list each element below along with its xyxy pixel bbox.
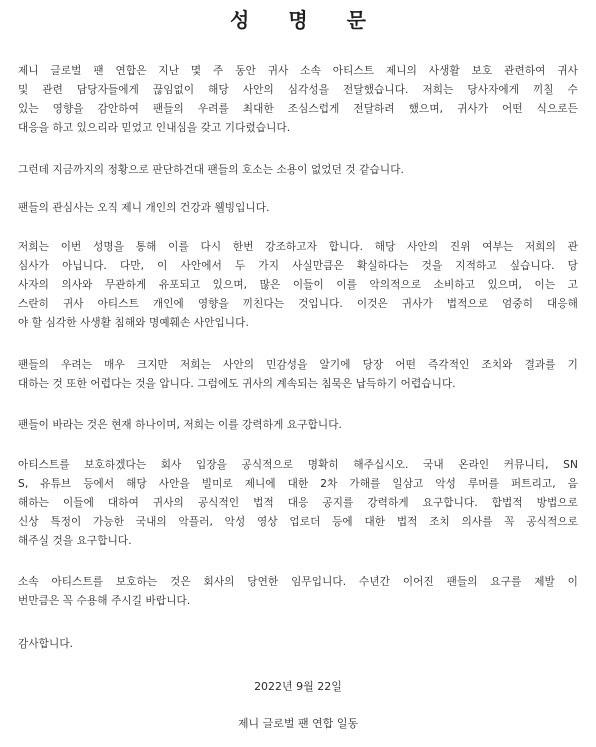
paragraph-8 xyxy=(18,573,578,611)
paragraph-7 xyxy=(18,456,578,551)
paragraph-line: 및 관련 담당자들에게 끊임없이 해당 사안의 심각성을 전달했습니다. 저희는 당사자에게 끼칠 수 xyxy=(18,84,578,96)
paragraph-line: 대응을 하고 있으리라 믿었고 인내심을 갖고 기다렸습니다. xyxy=(18,122,291,134)
paragraph-line: 제니 글로벌 팬 연합은 지난 몇 주 동안 귀사 소속 아티스트 제니의 사생활 보호 관련하여 귀사 xyxy=(18,65,578,77)
paragraph-line: 팬들의 관심사는 오직 제니 개인의 건강과 웰빙입니다. xyxy=(18,202,270,214)
paragraph-line: 사자의 의사와 무관하게 유포되고 있으며, 많은 이들이 이를 악의적으로 소비하고 있으며, 이는 고 xyxy=(18,279,578,291)
paragraph-line: 아티스트를 보호하겠다는 회사 입장을 공식적으로 명확히 해주십시오. 국내 온라인 커뮤니티, SN xyxy=(18,459,578,471)
paragraph-line: 야 할 심각한 사생활 침해와 명예훼손 사안입니다. xyxy=(18,317,249,329)
paragraph-2 xyxy=(18,161,578,180)
paragraph-1 xyxy=(18,62,578,138)
closing-remark: 감사합니다. xyxy=(18,638,74,650)
paragraph-line: 해하는 이들에 대하여 귀사의 공식적인 법적 대응 공지를 강력하게 요구합니다. 합법적 방법으로 xyxy=(18,497,578,509)
paragraph-line: 팬들의 우려는 매우 크지만 저희는 사안의 민감성을 알기에 당장 어떤 즉각적인 조치와 결과를 기 xyxy=(18,359,578,371)
document-signature: 제니 글로벌 팬 연합 일동 xyxy=(237,717,359,730)
paragraph-4 xyxy=(18,238,578,333)
paragraph-line: 심사가 아닙니다. 다만, 이 사안에서 두 가지 사실만큼은 확실하다는 것을 지적하고 싶습니다. 당 xyxy=(18,260,578,272)
paragraph-5 xyxy=(18,356,578,394)
paragraph-9 xyxy=(18,635,578,654)
document-title: 성 명 문 xyxy=(230,8,382,32)
paragraph-line: 대하는 것 또한 어렵다는 것을 압니다. 그럼에도 귀사의 계속되는 침묵은 납득하기 어렵습니다. xyxy=(18,378,456,390)
paragraph-line: 그런데 지금까지의 정황으로 판단하건대 팬들의 호소는 소용이 없었던 것 같습니다. xyxy=(18,164,405,176)
paragraph-line: 소속 아티스트를 보호하는 것은 회사의 당연한 임무입니다. 수년간 이어진 팬들의 요구를 제발 이 xyxy=(18,576,578,588)
paragraph-6 xyxy=(18,416,578,435)
paragraph-line: 해주실 것을 요구합니다. xyxy=(18,535,132,547)
paragraph-line: 신상 특정이 가능한 국내의 악플러, 악성 영상 업로더 등에 대한 법적 조치 의사를 꼭 공식적으로 xyxy=(18,516,578,528)
paragraph-line: 스란히 귀사 아티스트 개인에 영향을 끼친다는 것입니다. 이것은 귀사가 법적으로 엄중히 대응해 xyxy=(18,298,578,310)
paragraph-line: 저희는 이번 성명을 통해 이를 다시 한번 강조하고자 합니다. 해당 사안의 진위 여부는 저희의 관 xyxy=(18,241,578,253)
paragraph-line: S, 유튜브 등에서 해당 사안을 빌미로 제니에 대한 2차 가해를 일삼고 악성 루머를 퍼트리고, 음 xyxy=(18,478,578,490)
document-date: 2022년 9월 22일 xyxy=(254,680,342,693)
paragraph-line: 있는 영향을 감안하여 팬들의 우려를 최대한 조심스럽게 전달하려 했으며, 귀사가 어떤 식으로든 xyxy=(18,103,578,115)
paragraph-line: 번만큼은 꼭 수용해 주시길 바랍니다. xyxy=(18,595,191,607)
paragraph-3 xyxy=(18,199,578,218)
paragraph-line: 팬들이 바라는 것은 현재 하나이며, 저희는 이를 강력하게 요구합니다. xyxy=(18,419,343,431)
